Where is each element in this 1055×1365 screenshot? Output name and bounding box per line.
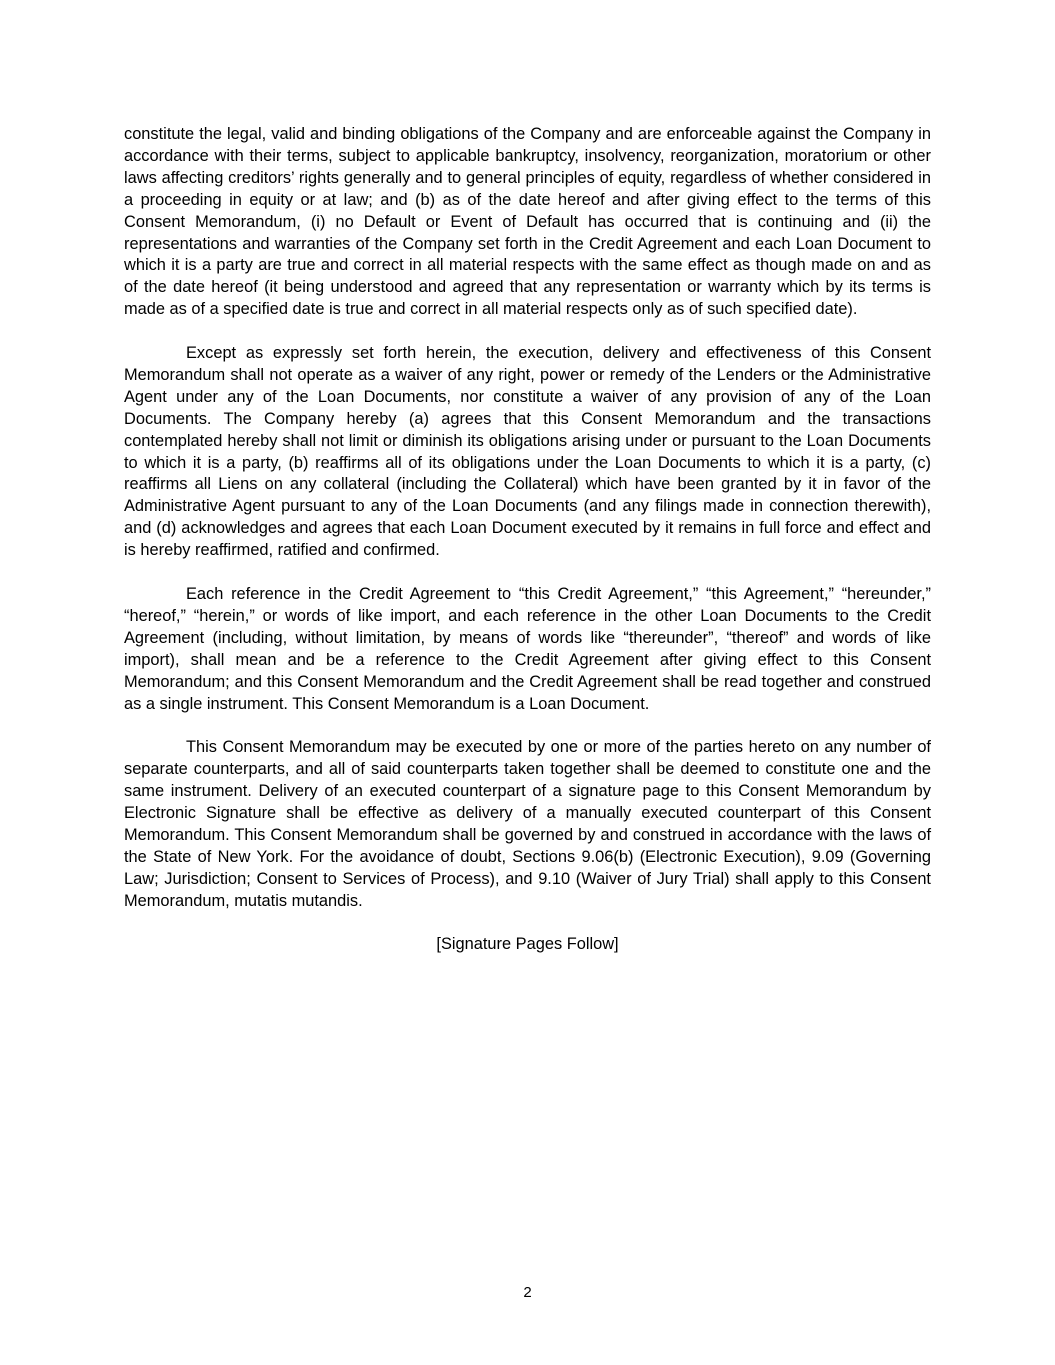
paragraph-counterparts: This Consent Memorandum may be executed by one or more of the parties hereto on any number of separate counterparts, and all of said counterparts taken together shall be deemed to constitute one and the same instrument. Delivery of an executed counterpart of a signature page to this Consent Memorandum by Electronic Signature shall be effective as delivery of a manually executed counterpart of this Consent Memorandum. This Consent Memorandum shall be governed by and construed in accordance with the laws of the State of New York. For the avoidance of doubt, Sections 9.06(b) (Electronic Execution), 9.09 (Governing Law; Jurisdiction; Consent to Services of Process), and 9.10 (Waiver of Jury Trial) shall apply to this Consent Memorandum, mutatis mutandis. <box>124 738 931 910</box>
paragraph-representations: constitute the legal, valid and binding obligations of the Company and are enforceable against the Company in accordance with their terms, subject to applicable bankruptcy, insolvency, reorganization, moratorium or other laws affecting creditors’ rights generally and to general principles of equity, regardless of whether considered in a proceeding in equity or at law; and (b) as of the date hereof and after giving effect to the terms of this Consent Memorandum, (i) no Default or Event of Default has occurred that is continuing and (ii) the representations and warranties of the Company set forth in the Credit Agreement and each Loan Document to which it is a party are true and correct in all material respects with the same effect as though made on and as of the date hereof (it being understood and agreed that any representation or warranty which by its terms is made as of a specified date is true and correct in all material respects only as of such specified date). <box>124 125 931 319</box>
document-page <box>124 124 931 956</box>
page-number: 2 <box>523 1284 532 1301</box>
paragraph-references: Each reference in the Credit Agreement to “this Credit Agreement,” “this Agreement,” “hereunder,” “hereof,” “herein,” or words of like import, and each reference in the other Loan Documents to the Credit Agreement (including, without limitation, by means of words like “thereunder”, “thereof” and words of like import), shall mean and be a reference to the Credit Agreement after giving effect to this Consent Memorandum; and this Consent Memorandum and the Credit Agreement shall be read together and construed as a single instrument. This Consent Memorandum is a Loan Document. <box>124 585 931 713</box>
signature-pages-note: [Signature Pages Follow] <box>436 935 619 954</box>
paragraph-no-waiver: Except as expressly set forth herein, the execution, delivery and effectiveness of this Consent Memorandum shall not operate as a waiver of any right, power or remedy of the Lenders or the Administrative Agent under any of the Loan Documents, nor constitute a waiver of any provision of any of the Loan Documents. The Company hereby (a) agrees that this Consent Memorandum and the transactions contemplated hereby shall not limit or diminish its obligations arising under or pursuant to the Loan Documents to which it is a party, (b) reaffirms all of its obligations under the Loan Documents to which it is a party, (c) reaffirms all Liens on any collateral (including the Collateral) which have been granted by it in favor of the Administrative Agent pursuant to any of the Loan Documents (and any filings made in connection therewith), and (d) acknowledges and agrees that each Loan Document executed by it remains in full force and effect and is hereby reaffirmed, ratified and confirmed. <box>124 344 931 560</box>
